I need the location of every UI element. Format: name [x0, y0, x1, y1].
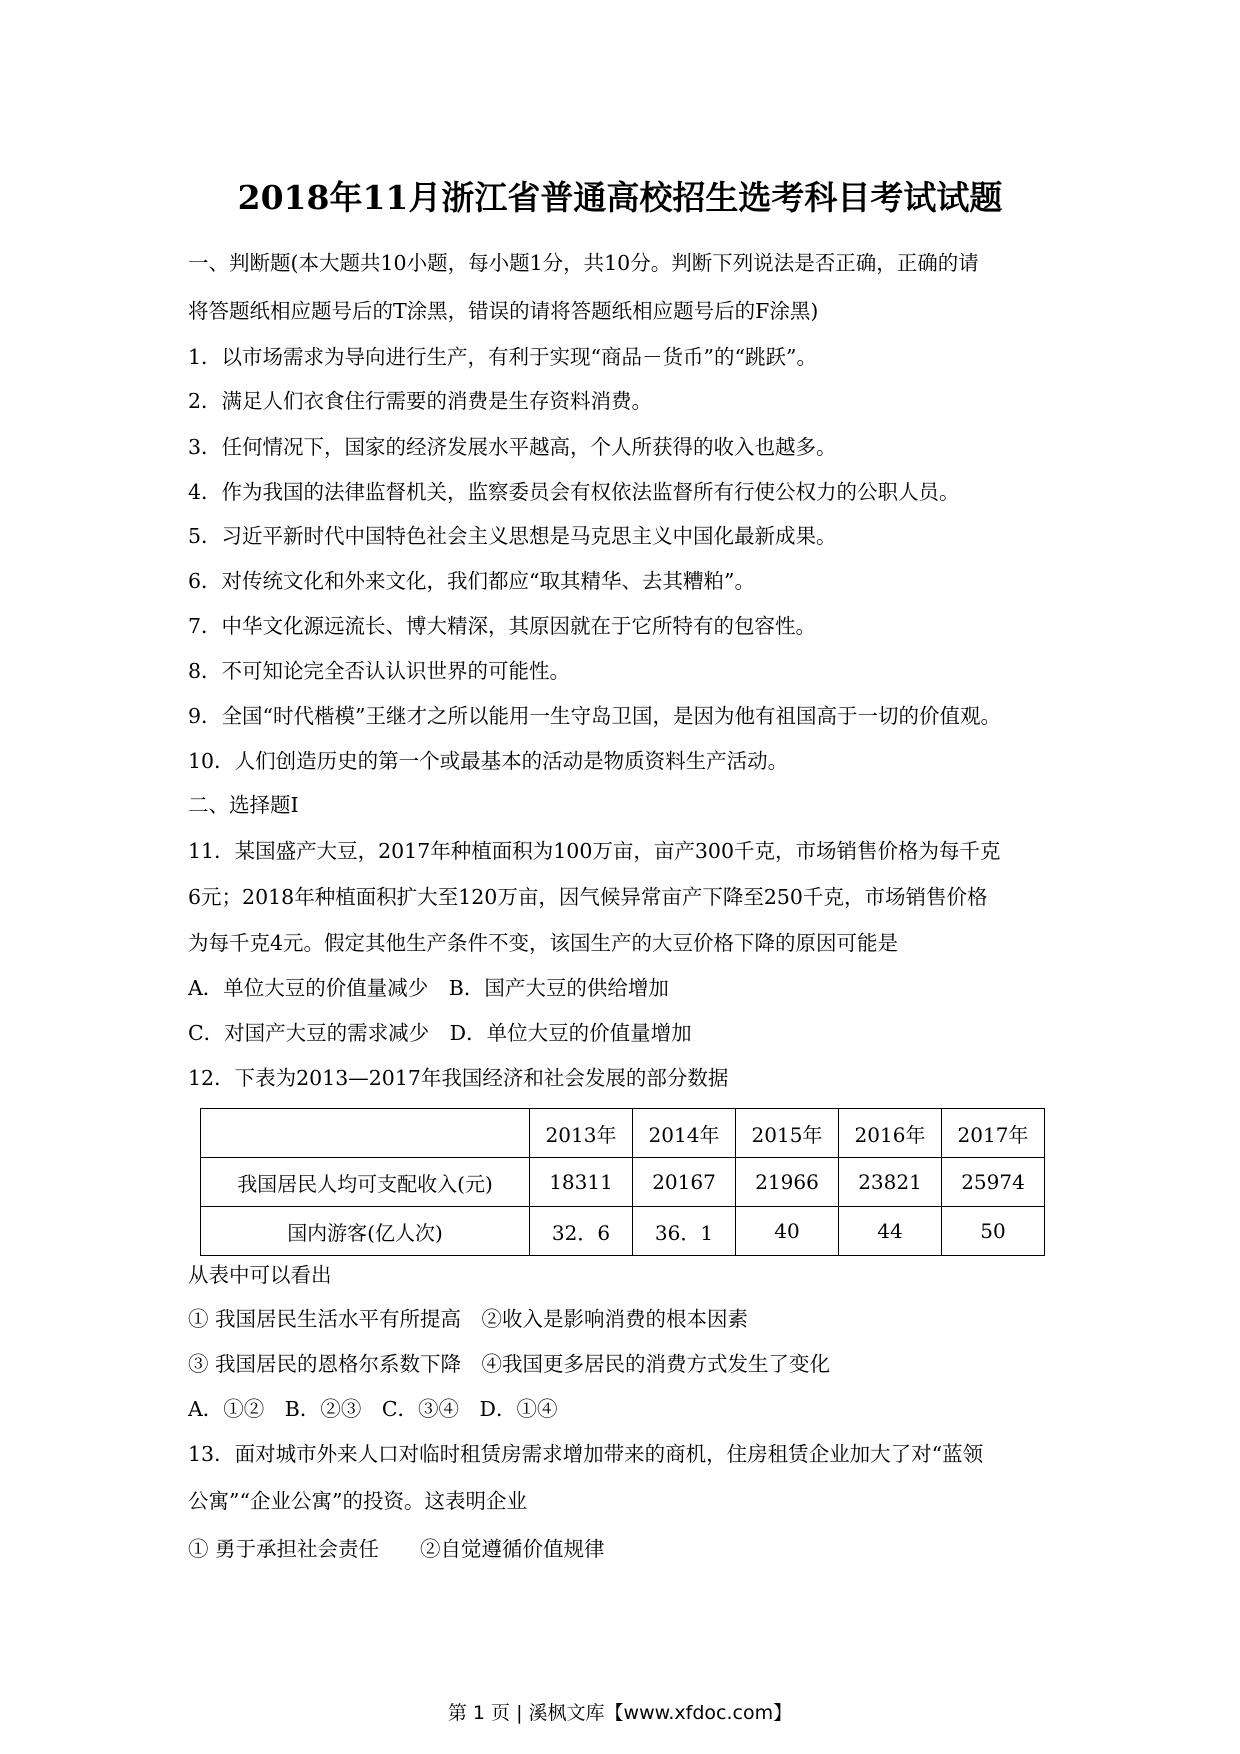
- section-instruction: 将答题纸相应题号后的T涂黑，错误的请将答题纸相应题号后的F涂黑): [188, 299, 819, 323]
- question-12-prompt: 从表中可以看出: [188, 1263, 332, 1287]
- question-6: 6．对传统文化和外来文化，我们都应“取其精华、去其糟粕”。: [188, 569, 756, 593]
- table-header-row: [201, 1109, 1045, 1158]
- question-12-options: A．①② B．②③ C．③④ D．①④: [188, 1397, 558, 1421]
- table-row: [201, 1207, 1045, 1256]
- question-8: 8．不可知论完全否认认识世界的可能性。: [188, 659, 571, 683]
- table-header-cell: 2016年: [839, 1109, 942, 1158]
- question-13-statements-12: ① 勇于承担社会责任 ②自觉遵循价值规律: [188, 1537, 605, 1561]
- table-cell: 20167: [633, 1158, 736, 1207]
- table-cell: 36．1: [633, 1207, 736, 1256]
- question-1: 1．以市场需求为导向进行生产，有利于实现“商品－货币”的“跳跃”。: [188, 345, 817, 369]
- question-10: 10．人们创造历史的第一个或最基本的活动是物质资料生产活动。: [188, 749, 789, 773]
- table-cell: 32．6: [530, 1207, 633, 1256]
- page-footer: 第 1 页 | 溪枫文库【www.xfdoc.com】: [447, 1702, 793, 1724]
- question-4: 4．作为我国的法律监督机关，监察委员会有权依法监督所有行使公权力的公职人员。: [188, 480, 960, 504]
- table-cell: 23821: [839, 1158, 942, 1207]
- question-3: 3．任何情况下，国家的经济发展水平越高，个人所获得的收入也越多。: [188, 435, 837, 459]
- question-11-line-2: 6元；2018年种植面积扩大至120万亩，因气候异常亩产下降至250千克，市场销售价格: [188, 885, 988, 909]
- page-title: 2018年11月浙江省普通高校招生选考科目考试试题: [237, 178, 1003, 217]
- table-cell: 18311: [530, 1158, 633, 1207]
- question-12-statements-34: ③ 我国居民的恩格尔系数下降 ④我国更多居民的消费方式发生了变化: [188, 1352, 831, 1376]
- question-11-line-3: 为每千克4元。假定其他生产条件不变，该国生产的大豆价格下降的原因可能是: [188, 931, 899, 955]
- table-row-label: 国内游客(亿人次): [201, 1207, 530, 1256]
- question-7: 7．中华文化源远流长、博大精深，其原因就在于它所特有的包容性。: [188, 614, 817, 638]
- section-heading-judgment: 一、判断题(本大题共10小题，每小题1分，共10分。判断下列说法是否正确，正确的请: [188, 251, 979, 275]
- question-11-options-ab: A．单位大豆的价值量减少 B．国产大豆的供给增加: [188, 976, 669, 1000]
- table-cell: 21966: [736, 1158, 839, 1207]
- question-13-line-2: 公寓”“企业公寓”的投资。这表明企业: [188, 1489, 527, 1513]
- table-row: [201, 1158, 1045, 1207]
- section-heading-choice: 二、选择题I: [188, 793, 299, 817]
- question-9: 9．全国“时代楷模”王继才之所以能用一生守岛卫国，是因为他有祖国高于一切的价值观。: [188, 704, 1002, 728]
- table-cell: 40: [736, 1207, 839, 1256]
- table-cell: 25974: [942, 1158, 1045, 1207]
- question-11-line-1: 11．某国盛产大豆，2017年种植面积为100万亩，亩产300千克，市场销售价格为每千克: [188, 839, 1001, 863]
- question-11-options-cd: C．对国产大豆的需求减少 D．单位大豆的价值量增加: [188, 1021, 692, 1045]
- question-5: 5．习近平新时代中国特色社会主义思想是马克思主义中国化最新成果。: [188, 524, 837, 548]
- table-header-cell: 2014年: [633, 1109, 736, 1158]
- question-2: 2．满足人们衣食住行需要的消费是生存资料消费。: [188, 389, 653, 413]
- table-header-cell: 2015年: [736, 1109, 839, 1158]
- table-cell: 44: [839, 1207, 942, 1256]
- data-table: [200, 1108, 1045, 1256]
- table-header-cell: [201, 1109, 530, 1158]
- table-cell: 50: [942, 1207, 1045, 1256]
- table-header-cell: 2017年: [942, 1109, 1045, 1158]
- question-13-line-1: 13．面对城市外来人口对临时租赁房需求增加带来的商机，住房租赁企业加大了对“蓝领: [188, 1442, 984, 1466]
- question-12-statements-12: ① 我国居民生活水平有所提高 ②收入是影响消费的根本因素: [188, 1307, 749, 1331]
- question-12-stem: 12．下表为2013—2017年我国经济和社会发展的部分数据: [188, 1066, 729, 1090]
- table-row-label: 我国居民人均可支配收入(元): [201, 1158, 530, 1207]
- table-header-cell: 2013年: [530, 1109, 633, 1158]
